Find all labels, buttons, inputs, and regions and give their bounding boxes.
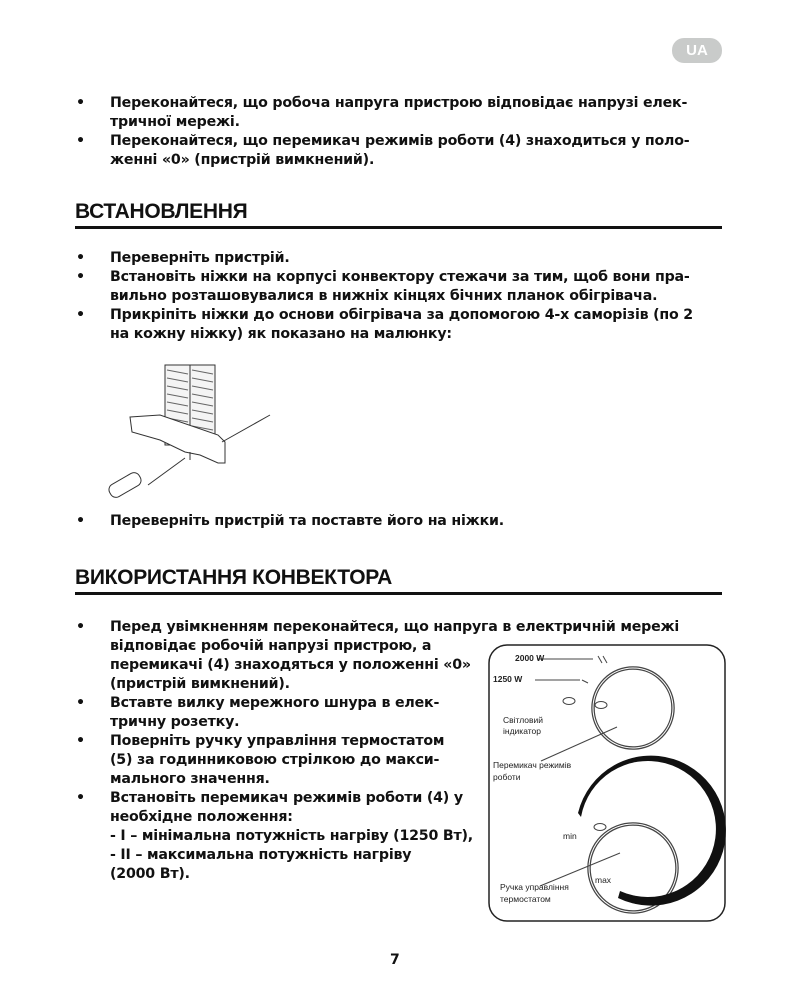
- text-line: необхідне положення:: [110, 809, 293, 825]
- text-line: (2000 Вт).: [110, 866, 190, 882]
- section-heading-install: ВСТАНОВЛЕННЯ: [75, 200, 722, 229]
- text-line: • Поверніть ручку управління термостатом: [110, 733, 445, 749]
- intro-list: [72, 94, 732, 170]
- label-indicator: Світловий: [503, 715, 544, 725]
- text-line: • Перед увімкненням переконайтеся, що напруга в електричній мережі: [110, 619, 680, 635]
- install-after-list: [72, 512, 732, 531]
- feet-installation-illustration: [90, 360, 280, 510]
- label-min: min: [563, 831, 577, 841]
- text-line: • Встановіть перемикач режимів роботи (4) у: [110, 790, 463, 806]
- text-line: вильно розташовувалися в нижніх кінцях бічних планок обігрівача.: [110, 288, 658, 304]
- language-badge: UA: [672, 38, 722, 63]
- text-line: тричної мережі.: [110, 114, 240, 130]
- text-line: • Переконайтеся, що робоча напруга пристрою відповідає напрузі елек-: [110, 95, 688, 111]
- label-mode-switch: Перемикач режимів: [493, 760, 572, 770]
- text-line: на кожну ніжку) як показано на малюнку:: [110, 326, 452, 342]
- label-mode-switch: роботи: [493, 772, 521, 782]
- list-item: [72, 268, 732, 306]
- control-panel-diagram: [485, 643, 730, 925]
- page-number: 7: [390, 952, 400, 968]
- label-thermostat-knob: термостатом: [500, 894, 551, 904]
- list-item: [72, 249, 732, 268]
- label-max: max: [595, 875, 612, 885]
- list-item: [72, 306, 732, 344]
- text-line: (5) за годинниковою стрілкою до макси-: [110, 752, 440, 768]
- text-line: (пристрій вимкнений).: [110, 676, 290, 692]
- text-line: відповідає робочій напрузі пристрою, а: [110, 638, 432, 654]
- list-item: [72, 132, 732, 170]
- text-line: • Переверніть пристрій та поставте його на ніжки.: [110, 513, 504, 529]
- list-item: [72, 94, 732, 132]
- install-list: [72, 249, 732, 344]
- text-line: • Вставте вилку мережного шнура в елек-: [110, 695, 440, 711]
- text-line: тричну розетку.: [110, 714, 240, 730]
- label-thermostat-knob: Ручка управління: [500, 882, 569, 892]
- text-line: • Переверніть пристрій.: [110, 250, 290, 266]
- section-heading-usage: ВИКОРИСТАННЯ КОНВЕКТОРА: [75, 566, 722, 595]
- label-indicator: індикатор: [503, 726, 541, 736]
- text-line: женні «0» (пристрій вимкнений).: [110, 152, 375, 168]
- text-line: • Встановіть ніжки на корпусі конвектору стежачи за тим, щоб вони пра-: [110, 269, 690, 285]
- text-line: • Прикріпіть ніжки до основи обігрівача за допомогою 4-х саморізів (по 2: [110, 307, 693, 323]
- text-line: • Переконайтеся, що перемикач режимів роботи (4) знаходиться у поло-: [110, 133, 690, 149]
- label-1250w: 1250 W: [493, 674, 523, 684]
- list-item: [72, 512, 732, 531]
- text-line: перемикачі (4) знаходяться у положенні «0»: [110, 657, 471, 673]
- text-line: - II – максимальна потужність нагріву: [110, 847, 412, 863]
- text-line: мального значення.: [110, 771, 270, 787]
- text-line: - I – мінімальна потужність нагріву (1250 Вт),: [110, 828, 473, 844]
- label-2000w: 2000 W: [515, 653, 545, 663]
